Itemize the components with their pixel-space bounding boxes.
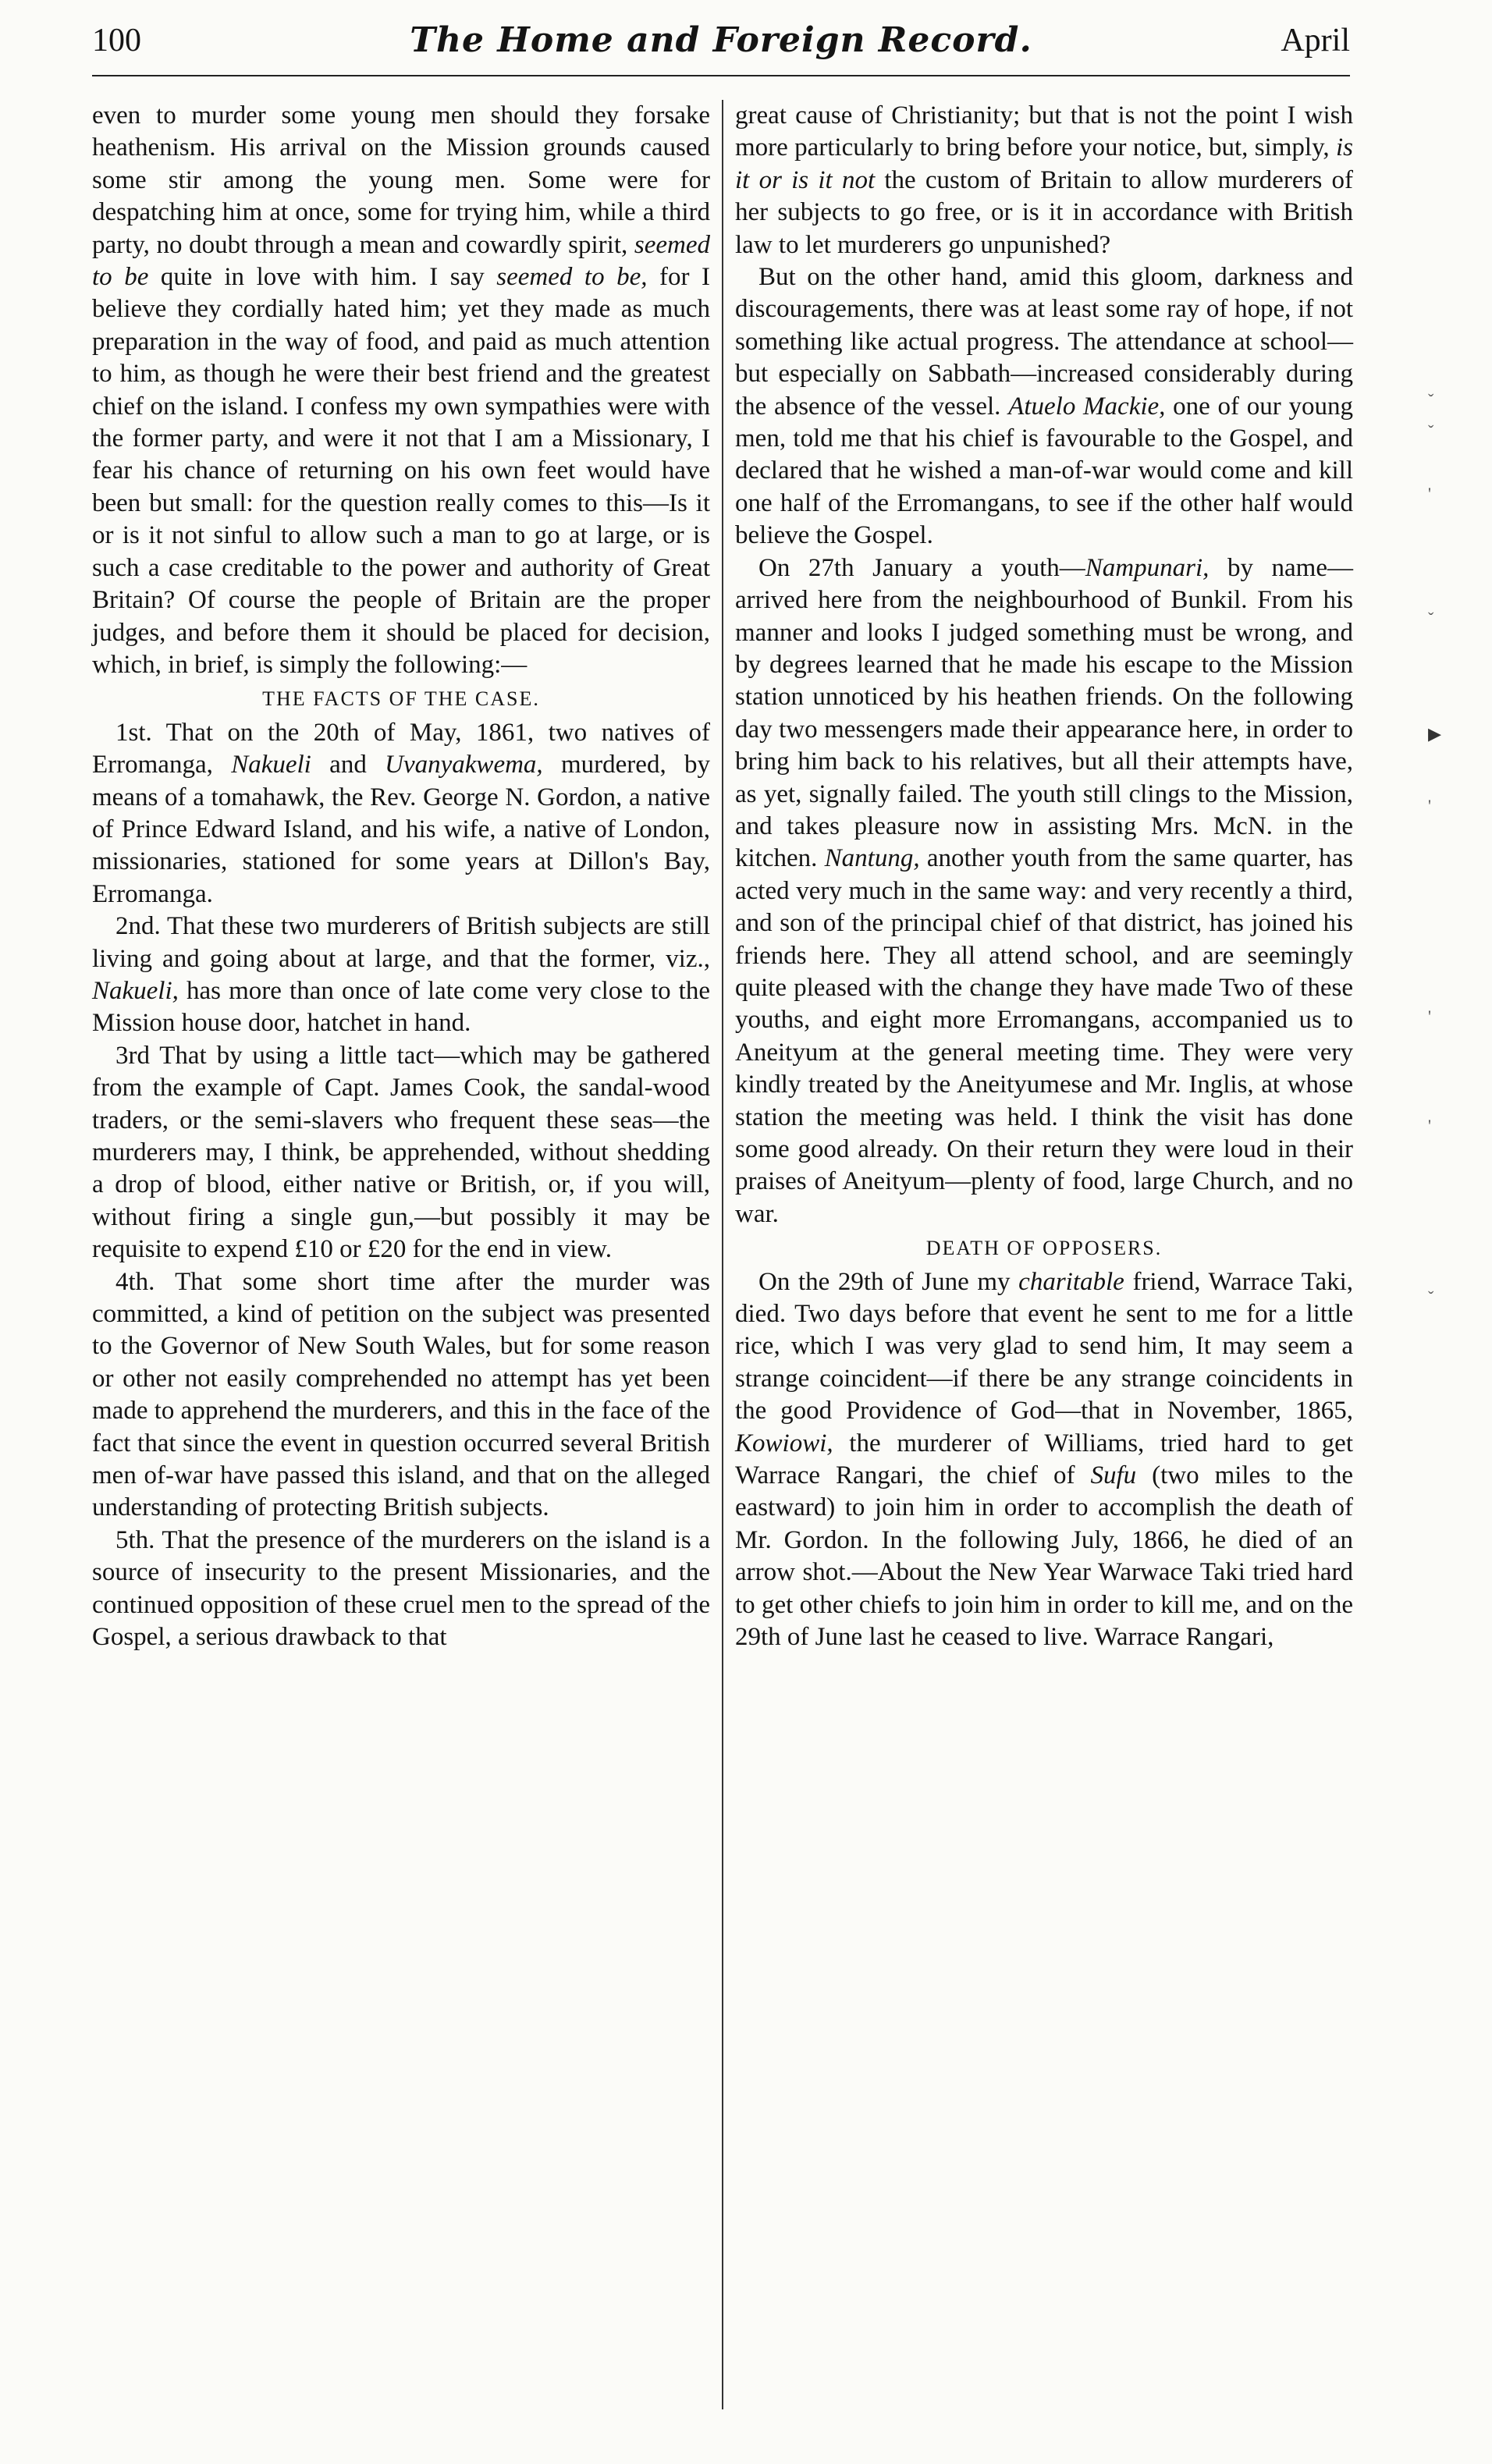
paragraph-fact-4: 4th. That some short time after the murder was committed, a kind of petition on the subject was presented to the Governor of New South Wales, but for some reason or other not easily comprehended no attempt has yet been made to apprehend the murderers, and this in the face of the fact that since the event in question occurred several British men of-war have passed this island, and that on the alleged understanding of protecting British subjects. [92, 1267, 710, 1522]
header-rule [92, 75, 1350, 76]
margin-tick-icon: ' [1428, 1007, 1431, 1026]
column-divider [722, 100, 723, 2409]
paragraph: On 27th January a youth—Nampunari, by name—arrived here from the neighbourhood of Bunkil. From his manner and looks I judged something must be wrong, and by degrees learned that he made his escape to the Mission station unnoticed by his heathen friends. On the following day two messengers made their appearance here, in order to bring him back to his relatives, but all their attempts have, as yet, signally failed. The youth still clings to the Mission, and takes pleasure now in assisting Mrs. McN. in the kitchen. Nantung, another youth from the same quarter, has acted very much in the same way: and very recently a third, and son of the principal chief of that district, has joined his friends here. They all attend school, and are seemingly quite pleased with the change they have made Two of these youths, and eight more Erromangans, accompanied us to Aneityum at the general meeting time. They were very kindly treated by the Aneityumese and Mr. Inglis, at whose station the meeting was held. I think the visit has done some good already. On their return they were loud in their praises of Aneityum—plenty of food, large Church, and no war. [735, 553, 1354, 1228]
margin-tick-icon: ˇ [1428, 390, 1434, 410]
paragraph: even to murder some young men should they forsake heathenism. His arrival on the Mission grounds caused some stir among the young men. Some were for despatching him at once, some for trying him, while a third party, no doubt through a mean and cowardly spirit, seemed to be quite in love with him. I say seemed to be, for I believe they cordially hated him; yet they made as much preparation in the way of food, and paid as much attention to him, as though he were their best friend and the greatest chief on the island. I confess my own sympathies were with the former party, and were it not that I am a Missionary, I fear his chance of returning on his own feet would have been but small: for the question really comes to this—Is it or is it not sinful to allow such a man to go at large, or is such a case creditable to the power and authority of Great Britain? Of course the people of Britain are the proper judges, and before them it should be placed for decision, which, in brief, is simply the following:— [92, 101, 711, 679]
paragraph-fact-1: 1st. That on the 20th of May, 1861, two natives of Erromanga, Nakueli and Uvanyakwema, murdered, by means of a tomahawk, the Rev. George N. Gordon, a native of Prince Edward Island, and his wife, a native of London, missionaries, stationed for some years at Dillon's Bay, Erromanga. [92, 718, 711, 908]
margin-arrow-icon: ▸ [1428, 719, 1442, 748]
paragraph: On the 29th of June my charitable friend, Warrace Taki, died. Two days before that event he sent to me for a little rice, which I was very glad to send him, It may seem a strange coincident—if there be any strange coincidents in the good Providence of God—that in November, 1865, Kowiowi, the murderer of Williams, tried hard to get Warrace Rangari, the chief of Sufu (two miles to the eastward) to join him in order to accomplish the death of Mr. Gordon. In the following July, 1866, he died of an arrow shot.—About the New Year Warwace Taki tried hard to get other chiefs to join him in order to kill me, and on the 29th of June last he ceased to live. Warrace Rangari, [735, 1267, 1354, 1652]
paragraph-fact-2: 2nd. That these two murderers of British subjects are still living and going about at large, and that the former, viz., Nakueli, has more than once of late come very close to the Mission house door, hatchet in hand. [92, 912, 710, 1038]
right-column [735, 100, 1353, 2409]
margin-marks [1428, 0, 1475, 2464]
margin-tick-icon: ' [1428, 484, 1431, 503]
issue-month: April [1281, 23, 1350, 59]
paragraph-fact-3: 3rd That by using a little tact—which may be gathered from the example of Capt. James Cook, the sandal-wood traders, or the semi-slavers who frequent these seas—the murderers may, I think, be apprehended, without shedding a drop of blood, either native or British, or, if you will, without firing a single gun,—but possibly it may be requisite to expend £10 or £20 for the end in view. [92, 1041, 710, 1264]
margin-tick-icon: ' [1428, 1116, 1431, 1135]
paragraph-fact-5: 5th. That the presence of the murderers on the island is a source of insecurity to the present Missionaries, and the continued opposition of these cruel men to the spread of the Gospel, a serious drawback to that [92, 1525, 710, 1652]
margin-tick-icon: ˇ [1428, 1287, 1434, 1307]
section-heading-facts: THE FACTS OF THE CASE. [262, 687, 540, 711]
margin-tick-icon: ' [1428, 796, 1431, 815]
journal-title: The Home and Foreign Record. [410, 20, 1032, 60]
paragraph: But on the other hand, amid this gloom, darkness and discouragements, there was at least some ray of hope, if not something like actual progress. The attendance at school—but especially on Sabbath—increased considerably during the absence of the vessel. Atuelo Mackie, one of our young men, told me that his chief is favourable to the Gospel, and declared that he wished a man-of-war would come and kill one half of the Erromangans, to see if the other half would believe the Gospel. [735, 263, 1354, 550]
paragraph: great cause of Christianity; but that is not the point I wish more particularly to bring before your notice, but, simply, is it or is it not the custom of Britain to allow murderers of her subjects to go free, or is it in accordance with British law to let murderers go unpunished? [735, 101, 1354, 259]
running-head [92, 22, 1350, 69]
page-number: 100 [92, 23, 141, 59]
margin-tick-icon: ˇ [1428, 609, 1434, 628]
margin-tick-icon: ˇ [1428, 421, 1434, 441]
section-heading-death-of-opposers: DEATH OF OPPOSERS. [925, 1237, 1163, 1260]
left-column [92, 100, 710, 2409]
